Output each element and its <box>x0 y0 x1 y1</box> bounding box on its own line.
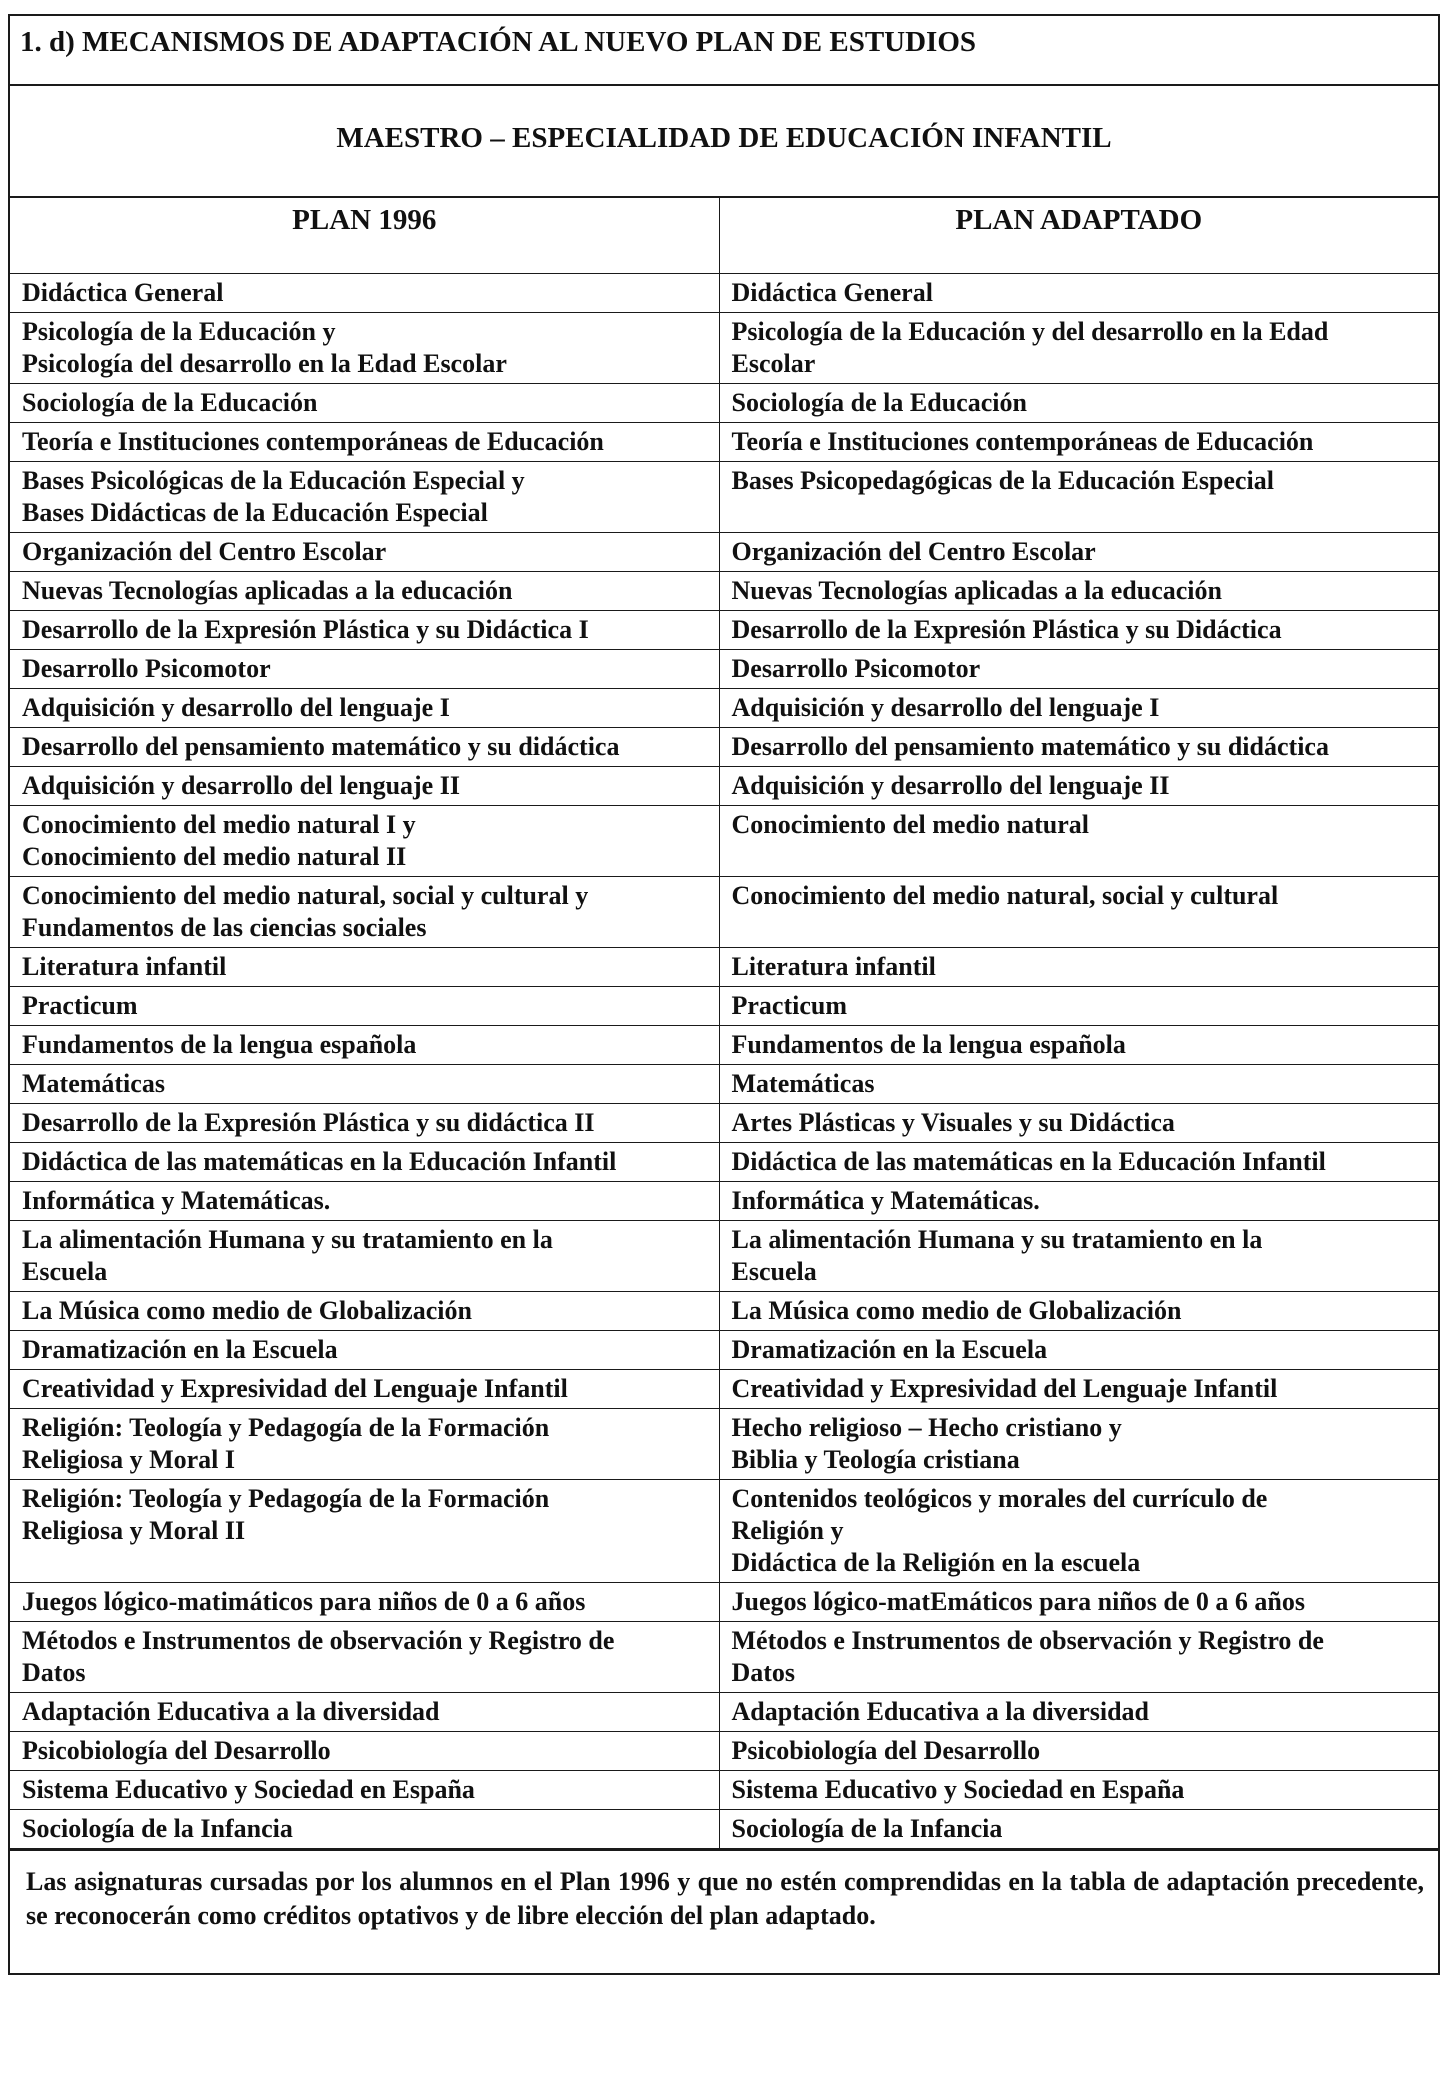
plan-1996-cell <box>10 1771 719 1810</box>
subject-line: Bases Psicopedagógicas de la Educación Especial <box>731 466 1274 495</box>
table-row <box>10 1292 1438 1331</box>
specialty-title: MAESTRO – ESPECIALIDAD DE EDUCACIÓN INFANTIL <box>10 86 1438 198</box>
subject-line: La alimentación Humana y su tratamiento en la <box>731 1225 1263 1254</box>
table-row <box>10 1221 1438 1292</box>
table-row <box>10 987 1438 1026</box>
table-row <box>10 948 1438 987</box>
subject-line: Contenidos teológicos y morales del currículo de <box>731 1484 1268 1513</box>
subject-line: La alimentación Humana y su tratamiento en la <box>22 1225 553 1254</box>
plan-1996-cell <box>10 1221 719 1292</box>
subject-line: Sociología de la Infancia <box>22 1814 293 1843</box>
subject-line: Desarrollo de la Expresión Plástica y su Didáctica <box>731 615 1282 644</box>
subject-line: Desarrollo del pensamiento matemático y su didáctica <box>731 732 1329 761</box>
table-body <box>10 274 1438 1849</box>
subject-line: Juegos lógico-matimáticos para niños de 0 a 6 años <box>22 1587 586 1616</box>
subject-line: Conocimiento del medio natural <box>731 810 1089 839</box>
subject-line: Psicología de la Educación y del desarrollo en la Edad <box>731 317 1329 346</box>
plan-adaptado-cell <box>719 274 1438 313</box>
subject-line: Escuela <box>22 1257 108 1286</box>
subject-line: Sistema Educativo y Sociedad en España <box>731 1775 1185 1804</box>
column-header-plan-adaptado: PLAN ADAPTADO <box>719 198 1438 274</box>
table-row <box>10 728 1438 767</box>
subject-line: Desarrollo de la Expresión Plástica y su didáctica II <box>22 1108 595 1137</box>
table-header-row <box>10 198 1438 274</box>
subject-line: Psicología del desarrollo en la Edad Escolar <box>22 349 507 378</box>
subject-line: Religiosa y Moral II <box>22 1516 246 1545</box>
plan-1996-cell <box>10 689 719 728</box>
subject-line: Datos <box>22 1658 86 1687</box>
table-row <box>10 1065 1438 1104</box>
subject-line: Dramatización en la Escuela <box>22 1335 338 1364</box>
subject-line: Juegos lógico-matEmáticos para niños de 0 a 6 años <box>731 1587 1305 1616</box>
plan-1996-cell <box>10 462 719 533</box>
plan-adaptado-cell <box>719 1480 1438 1583</box>
plan-1996-cell <box>10 1143 719 1182</box>
plan-1996-cell <box>10 806 719 877</box>
subject-line: Teoría e Instituciones contemporáneas de Educación <box>731 427 1314 456</box>
subject-line: Creatividad y Expresividad del Lenguaje Infantil <box>731 1374 1278 1403</box>
section-title: 1. d) MECANISMOS DE ADAPTACIÓN AL NUEVO PLAN DE ESTUDIOS <box>10 16 1438 86</box>
table-row <box>10 1104 1438 1143</box>
table-row <box>10 806 1438 877</box>
subject-line: Didáctica General <box>731 278 933 307</box>
table-row <box>10 423 1438 462</box>
subject-line: Didáctica General <box>22 278 224 307</box>
subject-line: Matemáticas <box>22 1069 165 1098</box>
subject-line: Adquisición y desarrollo del lenguaje II <box>22 771 460 800</box>
plan-adaptado-cell <box>719 767 1438 806</box>
table-row <box>10 1409 1438 1480</box>
subject-line: Didáctica de las matemáticas en la Educación Infantil <box>22 1147 617 1176</box>
plan-1996-cell <box>10 987 719 1026</box>
subject-line: Conocimiento del medio natural, social y cultural y <box>22 881 589 910</box>
subject-line: Sociología de la Educación <box>731 388 1027 417</box>
plan-1996-cell <box>10 1182 719 1221</box>
subject-line: Sociología de la Infancia <box>731 1814 1003 1843</box>
table-row <box>10 313 1438 384</box>
subject-line: Desarrollo Psicomotor <box>22 654 271 683</box>
subject-line: Fundamentos de la lengua española <box>22 1030 417 1059</box>
subject-line: Conocimiento del medio natural I y <box>22 810 416 839</box>
plan-1996-cell <box>10 767 719 806</box>
table-row <box>10 572 1438 611</box>
plan-adaptado-cell <box>719 877 1438 948</box>
table-row <box>10 1370 1438 1409</box>
plan-adaptado-cell <box>719 1331 1438 1370</box>
table-row <box>10 767 1438 806</box>
subject-line: Datos <box>731 1658 796 1687</box>
subject-line: Fundamentos de las ciencias sociales <box>22 913 427 942</box>
table-row <box>10 1732 1438 1771</box>
subject-line: Conocimiento del medio natural II <box>22 842 407 871</box>
plan-1996-cell <box>10 384 719 423</box>
subject-line: Religión y <box>731 1516 844 1545</box>
plan-adaptado-cell <box>719 1810 1438 1849</box>
plan-1996-cell <box>10 423 719 462</box>
plan-1996-cell <box>10 728 719 767</box>
subject-line: La Música como medio de Globalización <box>22 1296 472 1325</box>
plan-adaptado-cell <box>719 650 1438 689</box>
column-header-plan-1996: PLAN 1996 <box>10 198 719 274</box>
subject-line: Fundamentos de la lengua española <box>731 1030 1126 1059</box>
plan-adaptado-cell <box>719 948 1438 987</box>
plan-adaptado-cell <box>719 384 1438 423</box>
table-row <box>10 1143 1438 1182</box>
table-row <box>10 1583 1438 1622</box>
subject-line: Bases Psicológicas de la Educación Especial y <box>22 466 525 495</box>
subject-line: Informática y Matemáticas. <box>22 1186 331 1215</box>
table-row <box>10 1622 1438 1693</box>
plan-1996-cell <box>10 611 719 650</box>
table-row <box>10 689 1438 728</box>
table-row <box>10 384 1438 423</box>
subject-line: La Música como medio de Globalización <box>731 1296 1182 1325</box>
plan-adaptado-cell <box>719 1182 1438 1221</box>
plan-adaptado-cell <box>719 1026 1438 1065</box>
subject-line: Religión: Teología y Pedagogía de la Formación <box>22 1484 550 1513</box>
table-row <box>10 877 1438 948</box>
subject-line: Hecho religioso – Hecho cristiano y <box>731 1413 1122 1442</box>
plan-adaptado-cell <box>719 1583 1438 1622</box>
subject-line: Nuevas Tecnologías aplicadas a la educación <box>22 576 513 605</box>
subject-line: Psicobiología del Desarrollo <box>731 1736 1041 1765</box>
subject-line: Dramatización en la Escuela <box>731 1335 1048 1364</box>
subject-line: Literatura infantil <box>22 952 227 981</box>
plan-1996-cell <box>10 1409 719 1480</box>
plan-adaptado-cell <box>719 1065 1438 1104</box>
table-row <box>10 611 1438 650</box>
subject-line: Adquisición y desarrollo del lenguaje I <box>731 693 1160 722</box>
plan-adaptado-cell <box>719 611 1438 650</box>
table-row <box>10 1693 1438 1732</box>
plan-adaptado-cell <box>719 806 1438 877</box>
subject-line: Psicobiología del Desarrollo <box>22 1736 331 1765</box>
plan-adaptado-cell <box>719 423 1438 462</box>
subject-line: Desarrollo del pensamiento matemático y su didáctica <box>22 732 620 761</box>
subject-line: Didáctica de las matemáticas en la Educación Infantil <box>731 1147 1326 1176</box>
subject-line: Escolar <box>731 349 816 378</box>
plan-adaptado-cell <box>719 533 1438 572</box>
plan-1996-cell <box>10 1065 719 1104</box>
plan-1996-cell <box>10 572 719 611</box>
adaptation-document <box>8 14 1440 1975</box>
subject-line: Practicum <box>731 991 848 1020</box>
subject-line: Adquisición y desarrollo del lenguaje I <box>22 693 450 722</box>
plan-1996-cell <box>10 274 719 313</box>
plan-adaptado-cell <box>719 313 1438 384</box>
subject-line: Religión: Teología y Pedagogía de la Formación <box>22 1413 550 1442</box>
subject-line: Métodos e Instrumentos de observación y Registro de <box>731 1626 1324 1655</box>
subject-line: Conocimiento del medio natural, social y cultural <box>731 881 1279 910</box>
table-row <box>10 1331 1438 1370</box>
plan-1996-cell <box>10 1026 719 1065</box>
table-row <box>10 650 1438 689</box>
table-row <box>10 1810 1438 1849</box>
subject-line: Adaptación Educativa a la diversidad <box>731 1697 1150 1726</box>
plan-adaptado-cell <box>719 572 1438 611</box>
plan-1996-cell <box>10 1693 719 1732</box>
plan-1996-cell <box>10 1810 719 1849</box>
plan-adaptado-cell <box>719 462 1438 533</box>
subject-line: Sociología de la Educación <box>22 388 318 417</box>
table-row <box>10 274 1438 313</box>
footnote: Las asignaturas cursadas por los alumnos en el Plan 1996 y que no estén comprendidas en la tabla de adaptación precedente, se reconocerán como créditos optativos y de libre elección del plan adaptado. <box>10 1849 1438 1973</box>
plan-1996-cell <box>10 1732 719 1771</box>
subject-line: Matemáticas <box>731 1069 875 1098</box>
subject-line: Organización del Centro Escolar <box>22 537 387 566</box>
plan-1996-cell <box>10 1622 719 1693</box>
plan-adaptado-cell <box>719 1104 1438 1143</box>
subject-line: Teoría e Instituciones contemporáneas de Educación <box>22 427 604 456</box>
plan-adaptado-cell <box>719 1221 1438 1292</box>
subject-line: Informática y Matemáticas. <box>731 1186 1040 1215</box>
table-row <box>10 1771 1438 1810</box>
table-row <box>10 1182 1438 1221</box>
table-row <box>10 533 1438 572</box>
subject-line: Adquisición y desarrollo del lenguaje II <box>731 771 1170 800</box>
subject-line: Escuela <box>731 1257 817 1286</box>
subject-line: Bases Didácticas de la Educación Especial <box>22 498 488 527</box>
subject-line: Practicum <box>22 991 138 1020</box>
plan-1996-cell <box>10 1370 719 1409</box>
plan-1996-cell <box>10 948 719 987</box>
subject-line: Didáctica de la Religión en la escuela <box>731 1548 1141 1577</box>
subject-line: Desarrollo de la Expresión Plástica y su Didáctica I <box>22 615 589 644</box>
plan-1996-cell <box>10 313 719 384</box>
subject-line: Nuevas Tecnologías aplicadas a la educación <box>731 576 1222 605</box>
plan-1996-cell <box>10 1480 719 1583</box>
table-row <box>10 1480 1438 1583</box>
subject-line: Organización del Centro Escolar <box>731 537 1096 566</box>
subject-line: Psicología de la Educación y <box>22 317 336 346</box>
subject-line: Literatura infantil <box>731 952 936 981</box>
plan-1996-cell <box>10 1583 719 1622</box>
plan-1996-cell <box>10 533 719 572</box>
subject-line: Artes Plásticas y Visuales y su Didáctica <box>731 1108 1175 1137</box>
table-row <box>10 1026 1438 1065</box>
plan-adaptado-cell <box>719 1292 1438 1331</box>
plan-adaptado-cell <box>719 1143 1438 1182</box>
plan-1996-cell <box>10 877 719 948</box>
plan-adaptado-cell <box>719 1370 1438 1409</box>
subject-line: Creatividad y Expresividad del Lenguaje Infantil <box>22 1374 568 1403</box>
plan-adaptado-cell <box>719 1732 1438 1771</box>
subject-line: Sistema Educativo y Sociedad en España <box>22 1775 475 1804</box>
subject-line: Métodos e Instrumentos de observación y Registro de <box>22 1626 615 1655</box>
subject-line: Biblia y Teología cristiana <box>731 1445 1020 1474</box>
plan-adaptado-cell <box>719 689 1438 728</box>
plan-1996-cell <box>10 1104 719 1143</box>
plan-adaptado-cell <box>719 1693 1438 1732</box>
subject-line: Adaptación Educativa a la diversidad <box>22 1697 440 1726</box>
subject-line: Religiosa y Moral I <box>22 1445 236 1474</box>
table-row <box>10 462 1438 533</box>
plan-adaptado-cell <box>719 1409 1438 1480</box>
adaptation-table <box>10 198 1438 1849</box>
plan-adaptado-cell <box>719 987 1438 1026</box>
plan-1996-cell <box>10 650 719 689</box>
subject-line: Desarrollo Psicomotor <box>731 654 981 683</box>
plan-adaptado-cell <box>719 1771 1438 1810</box>
plan-1996-cell <box>10 1331 719 1370</box>
plan-adaptado-cell <box>719 728 1438 767</box>
plan-1996-cell <box>10 1292 719 1331</box>
plan-adaptado-cell <box>719 1622 1438 1693</box>
